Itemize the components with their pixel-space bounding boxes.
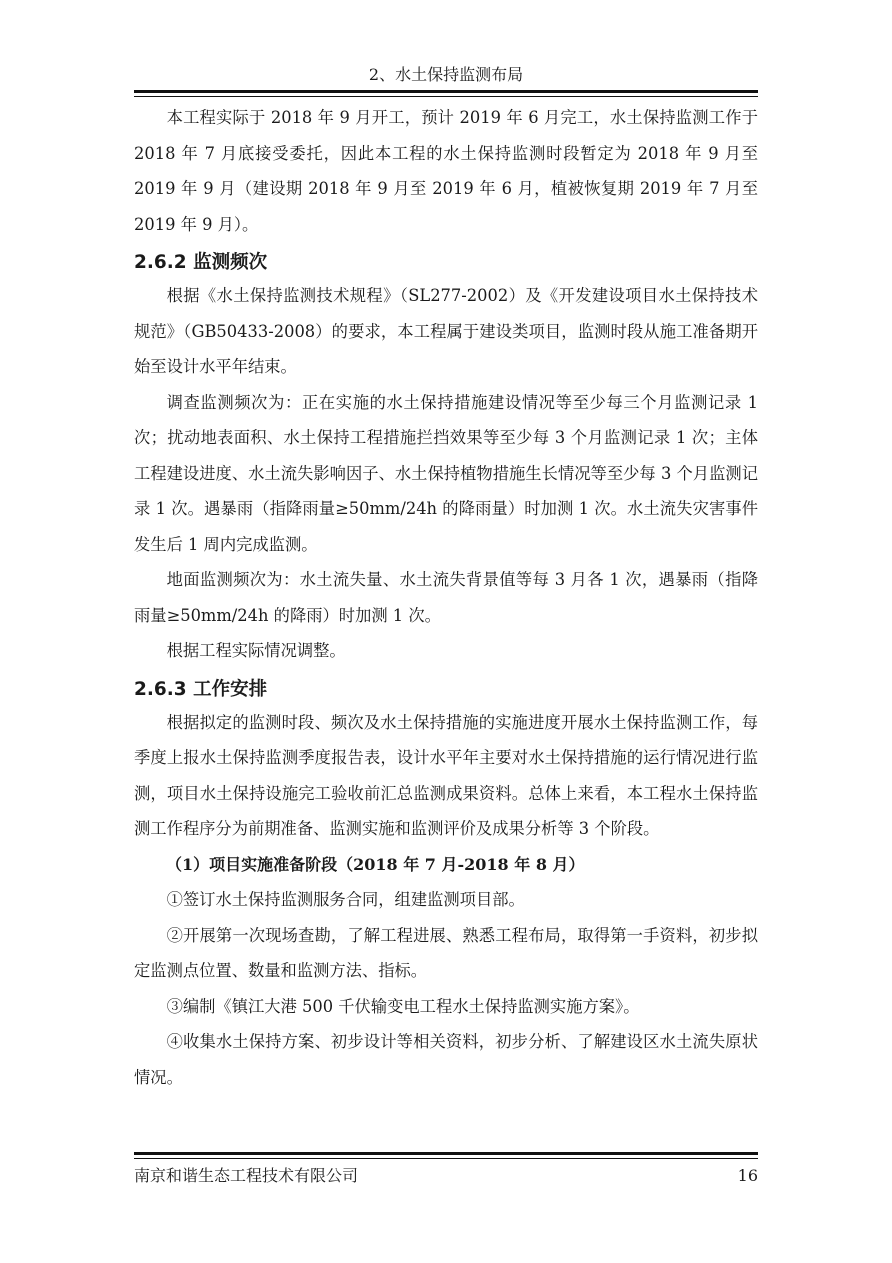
list-item-4: ④收集水土保持方案、初步设计等相关资料，初步分析、了解建设区水土流失原状情况。: [134, 1032, 758, 1087]
page-header-title: 2、水土保持监测布局: [368, 65, 524, 84]
paragraph-ground-frequency: 地面监测频次为：水土流失量、水土流失背景值等每 3 月各 1 次，遇暴雨（指降雨量≥50mm/24h 的降雨）时加测 1 次。: [134, 570, 758, 625]
paragraph-standards: 根据《水土保持监测技术规程》（SL277-2002）及《开发建设项目水土保持技术规范》（GB50433-2008）的要求，本工程属于建设类项目，监测时段从施工准备期开始至设计水平年结束。: [134, 286, 758, 376]
paragraph-work-arrangement: 根据拟定的监测时段、频次及水土保持措施的实施进度开展水土保持监测工作，每季度上报水土保持监测季度报告表，设计水平年主要对水土保持措施的运行情况进行监测，项目水土保持设施完工验收前汇总监测成果资料。总体上来看，本工程水土保持监测工作程序分为前期准备、监测实施和监测评价及成果分析等 3 个阶段。: [134, 712, 758, 838]
footer-company-name: 南京和谐生态工程技术有限公司: [134, 1166, 359, 1185]
footer-page-number: 16: [737, 1166, 758, 1185]
header-rule-thin: [134, 96, 758, 97]
list-item-2: ②开展第一次现场查勘，了解工程进展、熟悉工程布局，取得第一手资料，初步拟定监测点位置、数量和监测方法、指标。: [134, 925, 758, 980]
paragraph-survey-frequency: 调查监测频次为：正在实施的水土保持措施建设情况等至少每三个月监测记录 1 次；扰动地表面积、水土保持工程措施拦挡效果等至少每 3 个月监测记录 1 次；主体工程建设进度、水土流失影响因子、水土保持植物措施生长情况等至少每 3 个月监测记录 1 次。遇暴雨（指降雨量≥50mm/24h 的降雨量）时加测 1 次。水土流失灾害事件发生后 1 周内完成监测。: [134, 392, 758, 554]
paragraph-monitoring-period: 本工程实际于 2018 年 9 月开工，预计 2019 年 6 月完工，水土保持监测工作于 2018 年 7 月底接受委托，因此本工程的水土保持监测时段暂定为 2018 年 9 月至 2019 年 9 月（建设期 2018 年 9 月至 2019 年 6 月，植被恢复期 2019 年 7 月至 2019 年 9 月）。: [134, 108, 758, 234]
paragraph-adjust: 根据工程实际情况调整。: [166, 641, 346, 660]
page-content: [134, 100, 758, 1095]
list-item-3: ③编制《镇江大港 500 千伏输变电工程水土保持监测实施方案》。: [166, 996, 640, 1016]
footer-rule-thick: [134, 1152, 758, 1155]
section-heading-2-6-2: 2.6.2 监测频次: [134, 252, 268, 273]
header-rule-thick: [134, 90, 758, 93]
list-item-1: ①签订水土保持监测服务合同，组建监测项目部。: [166, 890, 525, 909]
section-heading-2-6-3: 2.6.3 工作安排: [134, 678, 268, 700]
footer-rule-thin: [134, 1158, 758, 1159]
stage-1-heading: （1）项目实施准备阶段（2018 年 7 月-2018 年 8 月）: [166, 854, 585, 874]
